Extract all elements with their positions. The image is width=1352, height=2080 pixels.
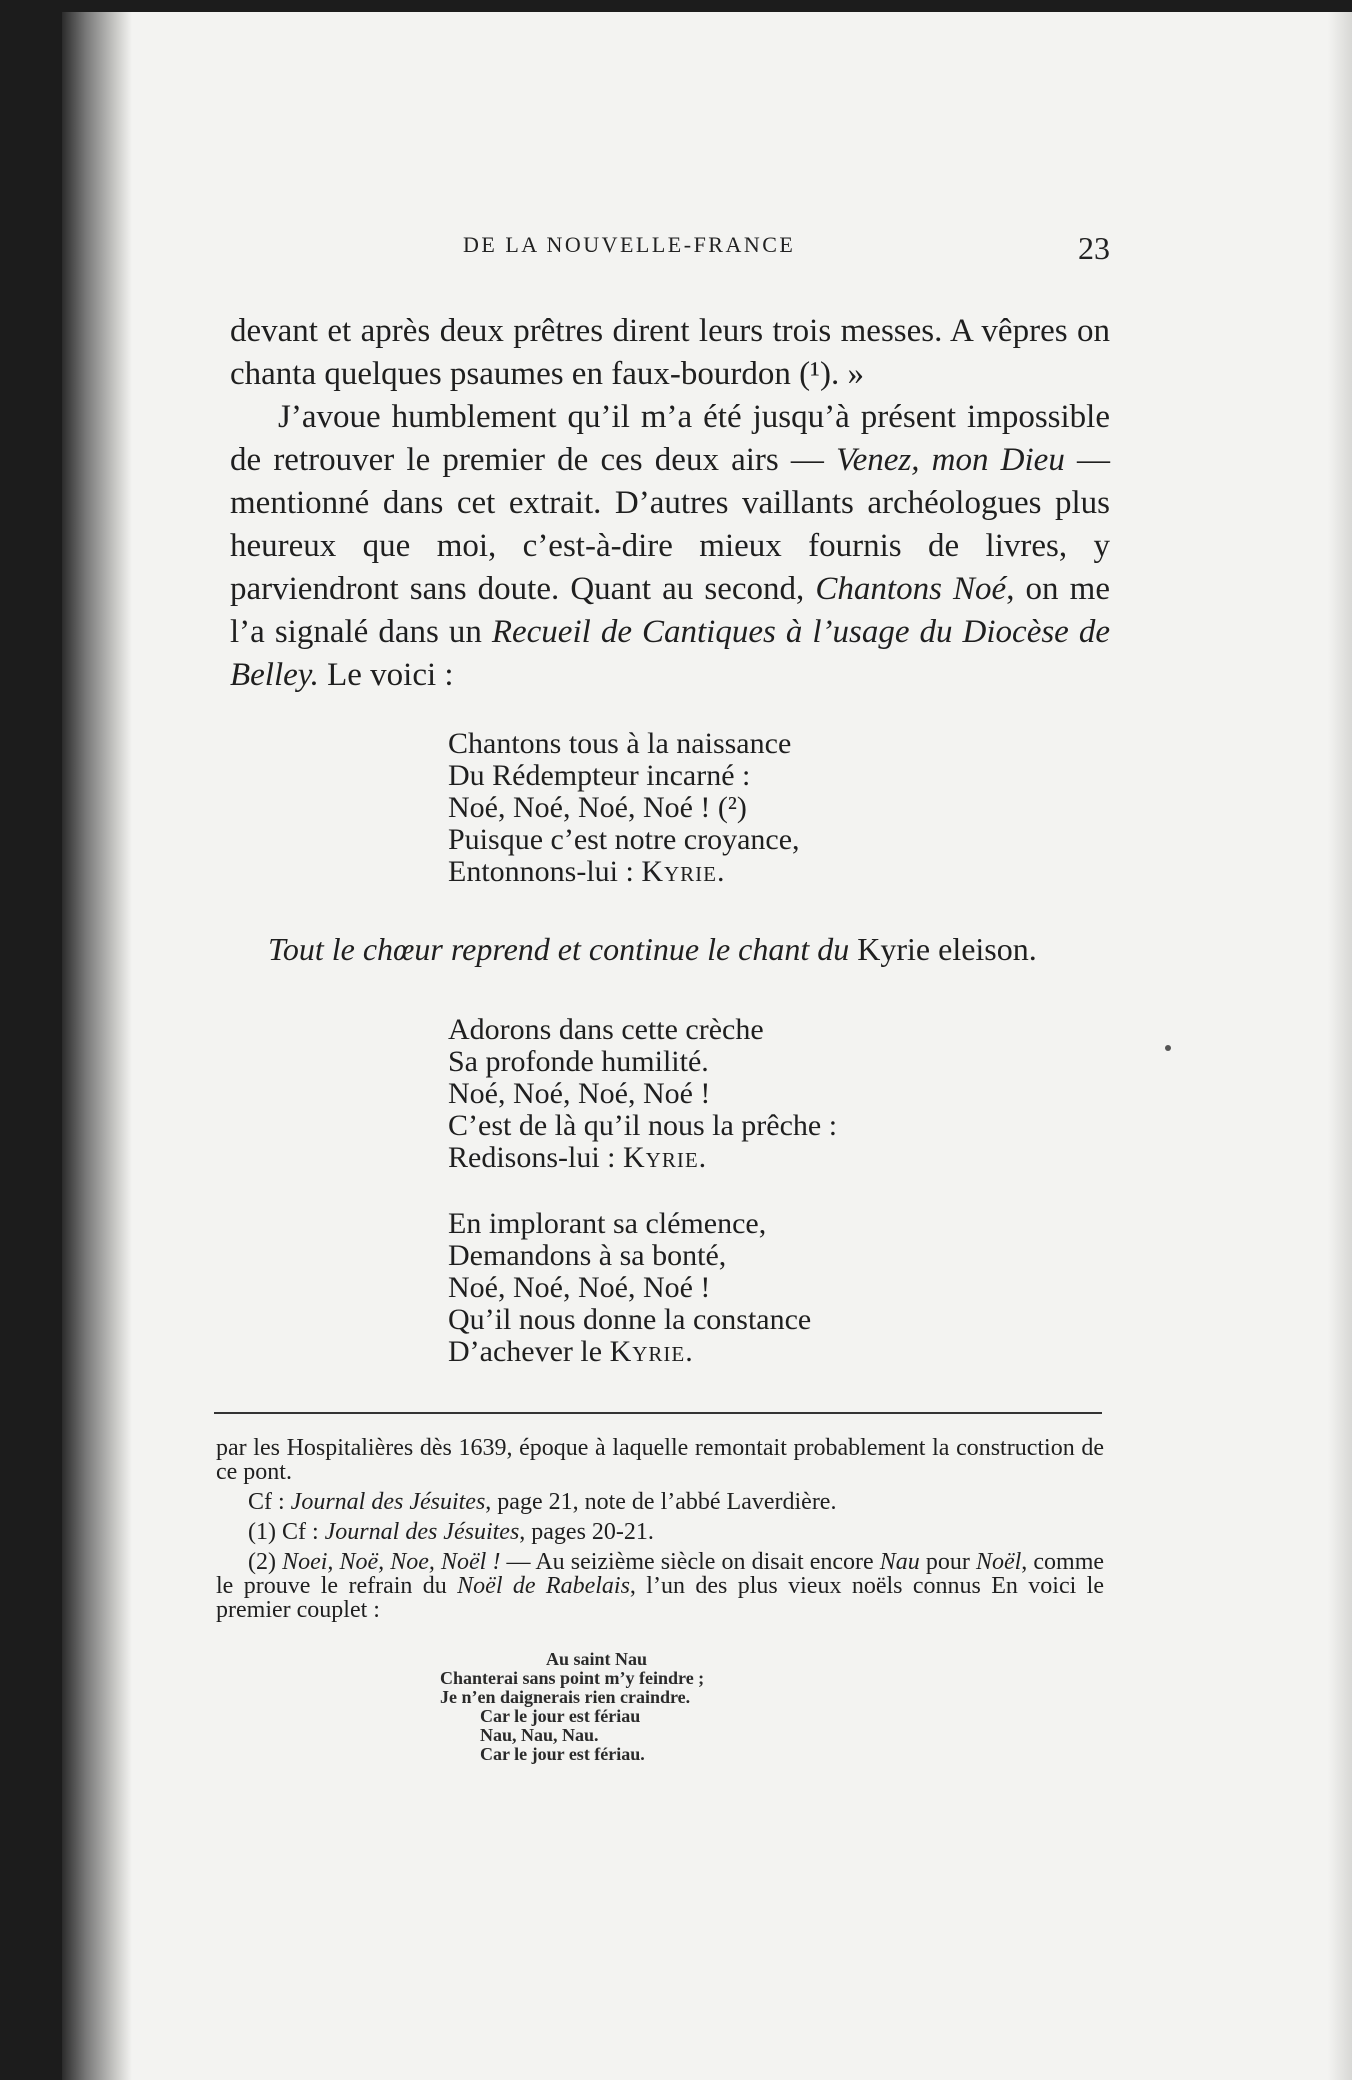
text-run: J’avoue humblement qu’il m’a été jusqu’à présent impossible de retrouver le premier de ces deux airs — [230,399,1110,478]
paper-speck [1165,1045,1171,1051]
verse-line [448,1142,837,1174]
journal-title: Journal des Jésuites [290,1489,486,1515]
text-run: (1) Cf : [248,1519,325,1545]
song-title-venez: Venez, mon Dieu [836,442,1065,478]
verse-stanza-2 [448,1014,837,1174]
text-run: Entonnons-lui : [448,855,642,888]
rubric-text [220,928,1110,970]
verse-line: Noé, Noé, Noé, Noé ! (²) [448,791,747,824]
text-run: (2) [248,1549,283,1575]
text-run: Le voici : [318,657,454,693]
verse-line: En implorant sa clémence, [448,1207,767,1240]
verse-line: Chanterai sans point m’y feindre ; [440,1668,705,1688]
text-run: , on me l’a signalé dans un [230,571,1110,650]
verse-line: Car le jour est fériau. [480,1744,645,1764]
book-title-recueil: Recueil de Cantiques à l’usage du Diocèse de Belley. [230,614,1110,693]
rubric-italic: Tout le chœur reprend et continue le chant du [268,931,850,967]
verse-line: Sa profonde humilité. [448,1045,709,1078]
verse-stanza-3 [448,1208,811,1368]
italic-run: Nau [879,1549,920,1575]
verse-line: Demandons à sa bonté, [448,1239,727,1272]
verse-line: Noé, Noé, Noé, Noé ! [448,1271,711,1304]
italic-run: Noël [975,1549,1022,1575]
footnotes [216,1436,1104,1628]
kyrie-small-caps: Kyrie. [609,1335,694,1368]
page-header [220,232,1120,272]
verse-line: Qu’il nous donne la constance [448,1303,812,1336]
text-run: pour [919,1549,976,1575]
paragraph-1: devant et après deux prêtres dirent leurs trois messes. A vêpres on chanta quelques psaumes en faux-bourdon (¹). » [230,313,1110,392]
verse-line [448,1336,811,1368]
paragraph-2 [230,396,1110,697]
verse-line: Adorons dans cette crèche [448,1013,764,1046]
verse-stanza-1 [448,728,800,888]
verse-line: C’est de là qu’il nous la prêche : [448,1109,838,1142]
footnote-continuation: par les Hospitalières dès 1639, époque à laquelle remontait probablement la construction de ce pont. [216,1435,1104,1485]
page-number: 23 [1078,230,1110,266]
journal-title: Journal des Jésuites [324,1519,520,1545]
verse-line: Je n’en daignerais rien craindre. [440,1687,691,1707]
text-run: , page 21, note de l’abbé Laverdière. [485,1489,837,1515]
text-run: Cf : [248,1489,291,1515]
footnote-1 [216,1520,1104,1544]
kyrie-small-caps: Kyrie. [623,1141,708,1174]
footnote-rule [214,1412,1102,1414]
verse-line [448,856,800,888]
text-run: Kyrie eleison. [849,931,1037,967]
verse-line: Au saint Nau [546,1649,648,1669]
kyrie-small-caps: Kyrie. [641,855,726,888]
verse-line: Noé, Noé, Noé, Noé ! [448,1077,711,1110]
body-text [230,310,1110,697]
rubric-paragraph [220,928,1110,970]
verse-line: Car le jour est fériau [480,1706,641,1726]
running-head: DE LA NOUVELLE-FRANCE [463,232,796,257]
text-run: , pages 20-21. [519,1519,654,1545]
song-title-chantons: Chantons Noé [815,571,1007,607]
footnote-cf [216,1490,1104,1514]
text-run: , comme le prouve le refrain du [216,1549,1105,1599]
italic-run: Noël de Rabelais [457,1573,630,1599]
page-edge [1328,12,1352,2080]
text-run: Redisons-lui : [448,1141,624,1174]
text-run: D’achever le [448,1335,610,1368]
book-spine-shadow [62,12,132,2080]
text-run: — mentionné dans cet extrait. D’autres vaillants archéologues plus heureux que moi, c’est-à-dire mieux fournis de livres, y parviendront sans doute. Quant au second, [230,442,1110,607]
verse-line: Nau, Nau, Nau. [480,1725,599,1745]
verse-line: Puisque c’est notre croyance, [448,823,800,856]
verse-line: Chantons tous à la naissance [448,727,792,760]
italic-run: Noei, Noë, Noe, Noël ! [282,1549,501,1575]
text-run: , l’un des plus vieux noëls connus En voici le premier couplet : [216,1573,1105,1623]
text-run: — Au seizième siècle on disait encore [500,1549,880,1575]
footnote-2 [216,1550,1104,1622]
verse-line: Du Rédempteur incarné : [448,759,751,792]
noel-verse [440,1650,704,1764]
